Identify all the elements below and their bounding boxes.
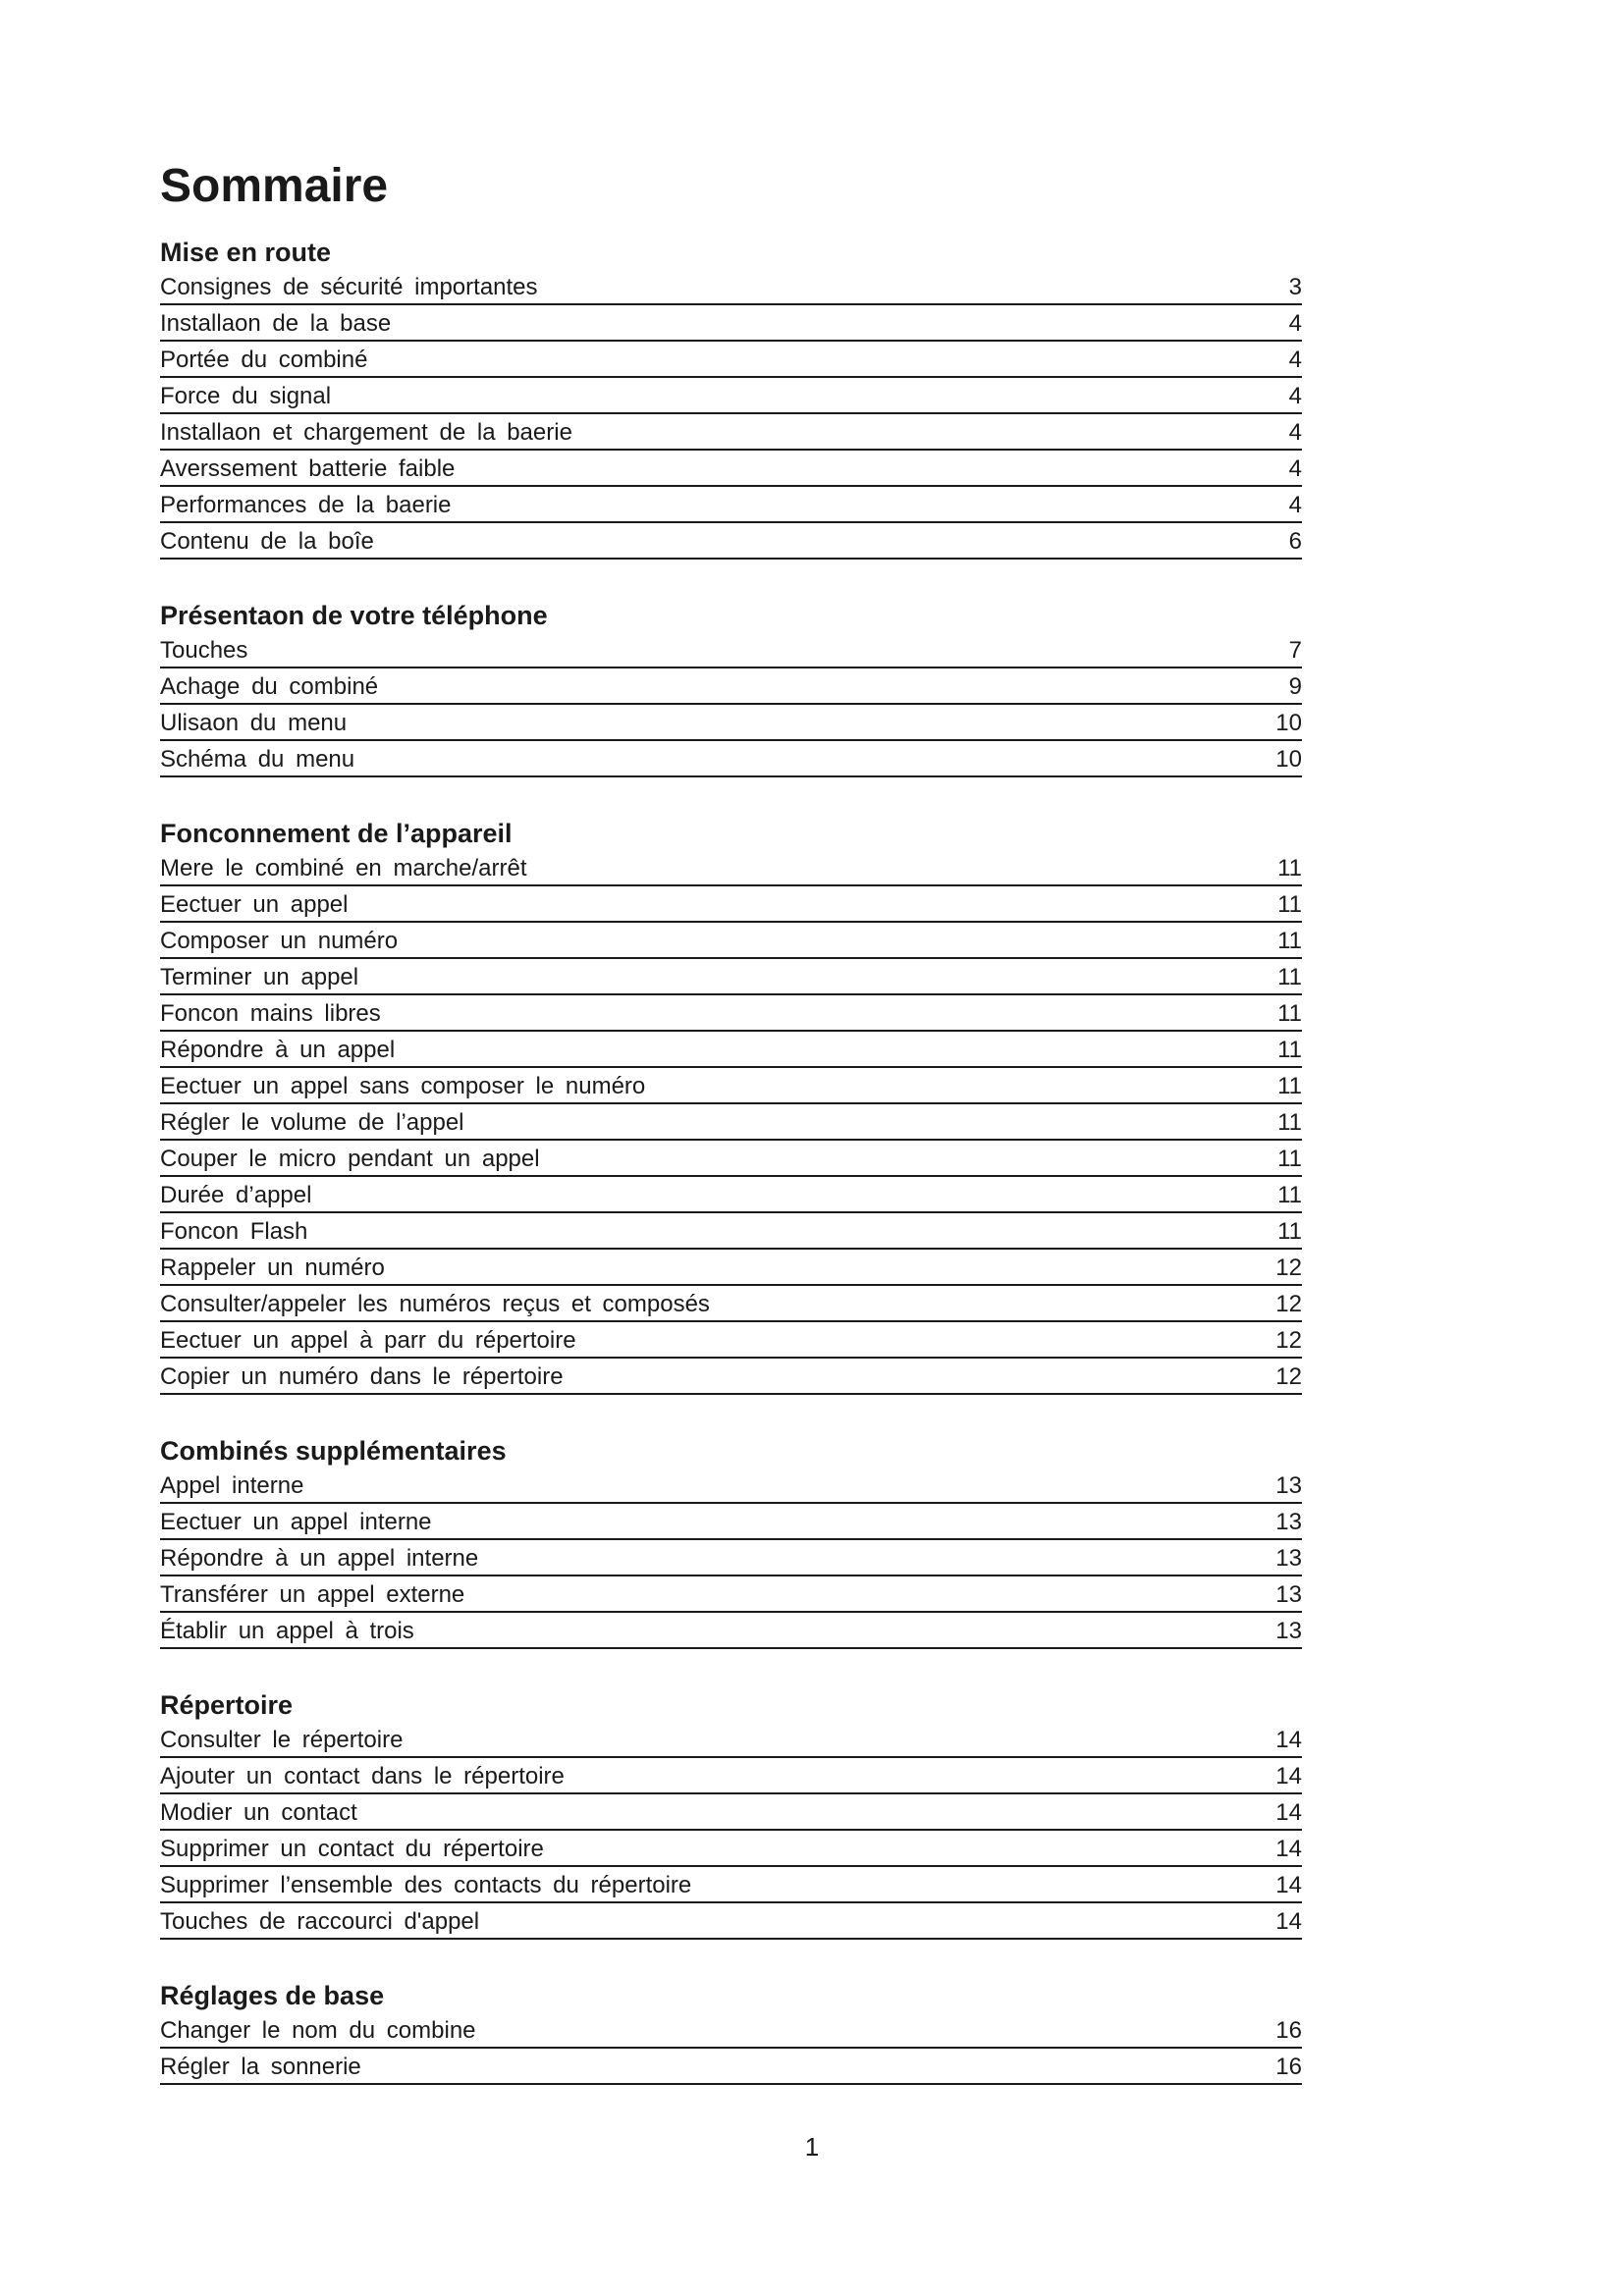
document-page (160, 157, 1302, 2085)
toc-entry-label: Répondre à un appel interne (160, 1545, 479, 1572)
toc-entry-label: Eectuer un appel à parr du répertoire (160, 1327, 576, 1354)
section-title: Combinés supplémentaires (160, 1436, 507, 1466)
toc-entry-label: Consulter/appeler les numéros reçus et composés (160, 1291, 710, 1317)
toc-entry[interactable] (160, 487, 1302, 523)
toc-entry-page: 13 (1275, 1545, 1302, 1572)
toc-entry-page: 14 (1275, 1763, 1302, 1789)
toc-entry-page: 4 (1288, 419, 1302, 446)
toc-entry-label: Portée du combiné (160, 347, 368, 373)
toc-entry[interactable] (160, 378, 1302, 414)
toc-entry[interactable] (160, 451, 1302, 487)
toc-section (160, 817, 1302, 1395)
toc-entry-page: 14 (1275, 1836, 1302, 1862)
toc-entry-label: Composer un numéro (160, 928, 399, 954)
page-title: Sommaire (160, 160, 389, 212)
toc-entry-page: 11 (1277, 964, 1302, 990)
toc-entry-page: 4 (1288, 383, 1302, 409)
toc-entry-label: Rappeler un numéro (160, 1255, 385, 1281)
toc-entry-label: Touches de raccourci d'appel (160, 1908, 480, 1935)
toc-entry[interactable] (160, 1250, 1302, 1286)
section-title: Mise en route (160, 238, 332, 267)
toc-entry[interactable] (160, 269, 1302, 305)
toc-entry-label: Copier un numéro dans le répertoire (160, 1363, 564, 1390)
toc-entry[interactable] (160, 1540, 1302, 1576)
toc-entry-label: Supprimer un contact du répertoire (160, 1836, 544, 1862)
toc-entry-page: 16 (1275, 2017, 1302, 2044)
toc-entry[interactable] (160, 305, 1302, 342)
toc-section (160, 236, 1302, 560)
toc-entry-label: Régler la sonnerie (160, 2054, 361, 2080)
toc-entry-label: Terminer un appel (160, 964, 359, 990)
toc-entry-label: Mere le combiné en marche/arrêt (160, 855, 527, 881)
toc-entry-page: 6 (1288, 528, 1302, 555)
toc-entry[interactable] (160, 1032, 1302, 1068)
toc-entry-page: 14 (1275, 1727, 1302, 1753)
toc-entry-label: Changer le nom du combine (160, 2017, 476, 2044)
toc-entry[interactable] (160, 1722, 1302, 1758)
toc-entry-label: Supprimer l’ensemble des contacts du répertoire (160, 1872, 692, 1898)
toc-entry-label: Touches (160, 637, 248, 664)
toc-entry-page: 4 (1288, 492, 1302, 518)
toc-entry[interactable] (160, 1831, 1302, 1867)
page-number: 1 (804, 2132, 820, 2162)
toc-entry-page: 10 (1275, 746, 1302, 773)
toc-entry-label: Durée d’appel (160, 1182, 312, 1208)
toc-entry-label: Eectuer un appel (160, 891, 349, 918)
toc-entry-page: 11 (1277, 1073, 1302, 1099)
toc-entry-page: 11 (1277, 1182, 1302, 1208)
toc-entry-page: 11 (1277, 928, 1302, 954)
toc-entry-label: Couper le micro pendant un appel (160, 1146, 540, 1172)
toc-entry-label: Foncon mains libres (160, 1000, 381, 1027)
toc-entry-label: Foncon Flash (160, 1218, 308, 1245)
toc-entry-page: 13 (1275, 1618, 1302, 1644)
toc-entry[interactable] (160, 1504, 1302, 1540)
toc-entry-label: Transférer un appel externe (160, 1581, 465, 1608)
toc-entry[interactable] (160, 1468, 1302, 1504)
toc-entry[interactable] (160, 1322, 1302, 1359)
toc-entry[interactable] (160, 2012, 1302, 2049)
toc-entry-page: 11 (1277, 1037, 1302, 1063)
toc-entry-page: 14 (1275, 1908, 1302, 1935)
section-title: Fonconnement de l’appareil (160, 819, 513, 848)
toc-entry[interactable] (160, 1867, 1302, 1903)
toc-entry[interactable] (160, 1141, 1302, 1177)
toc-entry-page: 4 (1288, 455, 1302, 482)
toc-entry-label: Installaon de la base (160, 310, 392, 337)
toc-entry[interactable] (160, 923, 1302, 959)
toc-entry-label: Installaon et chargement de la baerie (160, 419, 572, 446)
toc-entry-page: 12 (1275, 1363, 1302, 1390)
toc-entry[interactable] (160, 1213, 1302, 1250)
toc-entry-label: Eectuer un appel interne (160, 1509, 432, 1535)
toc-entry[interactable] (160, 2049, 1302, 2085)
toc-entry-label: Performances de la baerie (160, 492, 452, 518)
toc-entry[interactable] (160, 668, 1302, 705)
toc-entry-label: Eectuer un appel sans composer le numéro (160, 1073, 646, 1099)
toc-entry-page: 9 (1288, 673, 1302, 700)
toc-entry-label: Régler le volume de l’appel (160, 1109, 464, 1136)
section-title: Réglages de base (160, 1981, 385, 2010)
toc-entry[interactable] (160, 1359, 1302, 1395)
toc-entry-page: 11 (1277, 891, 1302, 918)
toc-entry[interactable] (160, 1903, 1302, 1940)
toc-entry-page: 4 (1288, 347, 1302, 373)
toc-entry-label: Force du signal (160, 383, 332, 409)
toc-entry-page: 14 (1275, 1872, 1302, 1898)
toc-section (160, 1434, 1302, 1649)
toc-entry-label: Appel interne (160, 1472, 304, 1499)
toc-entry-page: 7 (1288, 637, 1302, 664)
toc-entry-page: 11 (1277, 855, 1302, 881)
toc-entry[interactable] (160, 850, 1302, 886)
toc-entry[interactable] (160, 523, 1302, 560)
toc-entry[interactable] (160, 1286, 1302, 1322)
toc-entry-label: Modier un contact (160, 1799, 357, 1826)
toc-entry[interactable] (160, 1613, 1302, 1649)
toc-entry-label: Achage du combiné (160, 673, 379, 700)
table-of-contents (160, 236, 1302, 2085)
toc-entry[interactable] (160, 995, 1302, 1032)
section-title: Présentaon de votre téléphone (160, 601, 548, 630)
toc-entry[interactable] (160, 632, 1302, 668)
toc-entry-page: 11 (1277, 1218, 1302, 1245)
toc-entry-page: 16 (1275, 2054, 1302, 2080)
toc-entry-page: 13 (1275, 1509, 1302, 1535)
toc-entry[interactable] (160, 1794, 1302, 1831)
toc-entry[interactable] (160, 1068, 1302, 1104)
toc-entry[interactable] (160, 741, 1302, 777)
toc-entry-label: Averssement batterie faible (160, 455, 456, 482)
toc-entry-page: 10 (1275, 710, 1302, 736)
toc-entry[interactable] (160, 1104, 1302, 1141)
toc-entry-page: 11 (1277, 1109, 1302, 1136)
toc-entry[interactable] (160, 886, 1302, 923)
toc-entry-label: Contenu de la boîe (160, 528, 374, 555)
toc-entry-page: 3 (1288, 274, 1302, 300)
toc-entry[interactable] (160, 1177, 1302, 1213)
toc-entry-page: 11 (1277, 1146, 1302, 1172)
toc-entry-page: 13 (1275, 1472, 1302, 1499)
toc-entry[interactable] (160, 342, 1302, 378)
toc-entry-page: 14 (1275, 1799, 1302, 1826)
toc-entry-page: 12 (1275, 1291, 1302, 1317)
toc-section (160, 599, 1302, 777)
toc-entry-label: Consulter le répertoire (160, 1727, 404, 1753)
toc-entry-label: Établir un appel à trois (160, 1618, 414, 1644)
toc-entry-label: Consignes de sécurité importantes (160, 274, 538, 300)
toc-entry[interactable] (160, 1576, 1302, 1613)
toc-entry[interactable] (160, 959, 1302, 995)
toc-entry[interactable] (160, 705, 1302, 741)
toc-entry[interactable] (160, 414, 1302, 451)
toc-entry-page: 11 (1277, 1000, 1302, 1027)
toc-entry-page: 12 (1275, 1327, 1302, 1354)
toc-entry-page: 13 (1275, 1581, 1302, 1608)
toc-entry-label: Ulisaon du menu (160, 710, 348, 736)
toc-section (160, 1979, 1302, 2085)
toc-entry-page: 4 (1288, 310, 1302, 337)
toc-entry-label: Schéma du menu (160, 746, 355, 773)
toc-entry-label: Ajouter un contact dans le répertoire (160, 1763, 565, 1789)
toc-section (160, 1688, 1302, 1940)
toc-entry-page: 12 (1275, 1255, 1302, 1281)
toc-entry[interactable] (160, 1758, 1302, 1794)
section-title: Répertoire (160, 1690, 294, 1720)
toc-entry-label: Répondre à un appel (160, 1037, 396, 1063)
